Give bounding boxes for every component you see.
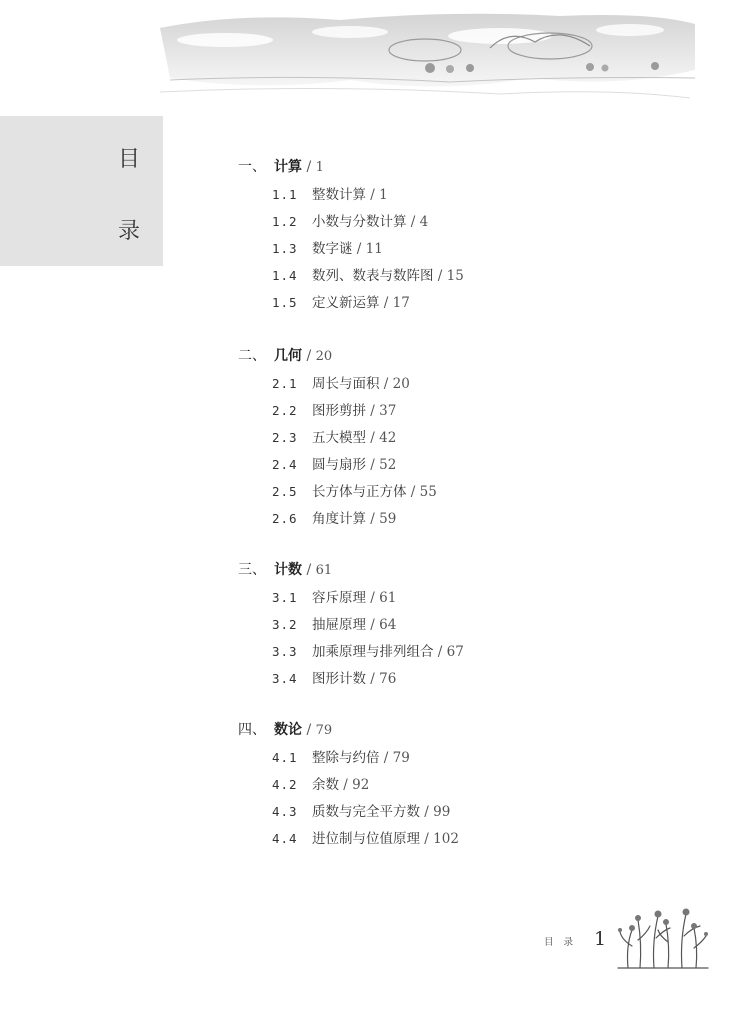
- toc-section-3-3[interactable]: [272, 640, 464, 660]
- plant-decoration-icon: [614, 906, 710, 972]
- section-page: 79: [392, 750, 410, 766]
- section-number: 3.4: [272, 671, 298, 686]
- chapter-title: 计数: [274, 562, 302, 578]
- page-separator: /: [366, 590, 380, 606]
- page-separator: /: [366, 671, 380, 687]
- section-page: 4: [419, 214, 429, 230]
- section-page: 102: [433, 831, 459, 847]
- section-number: 1.3: [272, 241, 298, 256]
- toc-section-4-2[interactable]: [272, 773, 369, 793]
- chapter-number: 三、: [238, 562, 266, 578]
- page-separator: /: [420, 804, 434, 820]
- page-separator: /: [379, 376, 393, 392]
- toc-section-2-5[interactable]: [272, 480, 437, 500]
- section-number: 3.2: [272, 617, 298, 632]
- page-number: 1: [594, 928, 607, 950]
- page-separator: /: [302, 348, 316, 364]
- header-illustration: [150, 8, 700, 108]
- toc-chapter-4[interactable]: [238, 719, 332, 739]
- toc-chapter-1[interactable]: [238, 156, 324, 176]
- section-title: 长方体与正方体: [312, 484, 407, 500]
- toc-section-1-5[interactable]: [272, 291, 410, 311]
- section-page: 52: [379, 457, 397, 473]
- chapter-page: 61: [315, 563, 333, 578]
- chapter-title: 数论: [274, 722, 302, 738]
- page-separator: /: [366, 430, 380, 446]
- section-title: 数列、数表与数阵图: [312, 268, 434, 284]
- chapter-page: 79: [315, 723, 333, 738]
- contents-side-tab: [0, 116, 163, 266]
- page-separator: /: [406, 484, 420, 500]
- section-number: 2.2: [272, 403, 298, 418]
- page-separator: /: [379, 750, 393, 766]
- toc-section-3-4[interactable]: [272, 667, 396, 687]
- section-number: 3.1: [272, 590, 298, 605]
- section-page: 59: [379, 511, 397, 527]
- section-title: 整除与约倍: [312, 750, 380, 766]
- toc-section-2-2[interactable]: [272, 399, 396, 419]
- toc-section-2-1[interactable]: [272, 372, 410, 392]
- section-title: 加乘原理与排列组合: [312, 644, 434, 660]
- page-separator: /: [433, 268, 447, 284]
- page-separator: /: [420, 831, 434, 847]
- chapter-title: 几何: [274, 348, 302, 364]
- chapter-number: 四、: [238, 722, 266, 738]
- section-title: 容斥原理: [312, 590, 366, 606]
- section-number: 2.1: [272, 376, 298, 391]
- page-separator: /: [302, 722, 316, 738]
- section-title: 整数计算: [312, 187, 366, 203]
- section-page: 61: [379, 590, 397, 606]
- section-title: 抽屉原理: [312, 617, 366, 633]
- chapter-number: 二、: [238, 348, 266, 364]
- toc-section-1-3[interactable]: [272, 237, 383, 257]
- page-separator: /: [366, 511, 380, 527]
- section-title: 余数: [312, 777, 339, 793]
- page-separator: /: [366, 617, 380, 633]
- toc-section-2-4[interactable]: [272, 453, 396, 473]
- section-page: 20: [392, 376, 410, 392]
- page-separator: /: [379, 295, 393, 311]
- section-page: 55: [419, 484, 437, 500]
- section-number: 2.4: [272, 457, 298, 472]
- page-separator: /: [302, 159, 316, 175]
- section-page: 64: [379, 617, 397, 633]
- section-number: 4.1: [272, 750, 298, 765]
- section-number: 1.1: [272, 187, 298, 202]
- section-number: 1.5: [272, 295, 298, 310]
- page-separator: /: [302, 562, 316, 578]
- page-separator: /: [433, 644, 447, 660]
- toc-section-2-3[interactable]: [272, 426, 396, 446]
- toc-section-3-1[interactable]: [272, 586, 396, 606]
- section-page: 99: [433, 804, 451, 820]
- side-tab-char-1: 目: [118, 147, 141, 172]
- section-number: 4.4: [272, 831, 298, 846]
- section-title: 周长与面积: [312, 376, 380, 392]
- toc-section-4-4[interactable]: [272, 827, 459, 847]
- section-page: 37: [379, 403, 397, 419]
- toc-section-1-2[interactable]: [272, 210, 428, 230]
- toc-section-3-2[interactable]: [272, 613, 396, 633]
- section-page: 67: [446, 644, 464, 660]
- toc-chapter-3[interactable]: [238, 559, 332, 579]
- section-title: 小数与分数计算: [312, 214, 407, 230]
- section-title: 五大模型: [312, 430, 366, 446]
- section-number: 1.4: [272, 268, 298, 283]
- section-number: 4.2: [272, 777, 298, 792]
- section-page: 11: [365, 241, 383, 257]
- section-number: 2.6: [272, 511, 298, 526]
- section-number: 1.2: [272, 214, 298, 229]
- section-title: 质数与完全平方数: [312, 804, 420, 820]
- side-tab-char-2: 录: [118, 219, 141, 244]
- toc-section-2-6[interactable]: [272, 507, 396, 527]
- section-page: 76: [379, 671, 397, 687]
- section-number: 2.5: [272, 484, 298, 499]
- section-page: 92: [352, 777, 370, 793]
- section-number: 2.3: [272, 430, 298, 445]
- section-page: 17: [392, 295, 410, 311]
- footer-section-label: 目录: [544, 937, 584, 948]
- section-title: 图形计数: [312, 671, 366, 687]
- toc-section-1-4[interactable]: [272, 264, 464, 284]
- page-separator: /: [366, 457, 380, 473]
- page-separator: /: [339, 777, 353, 793]
- toc-section-4-1[interactable]: [272, 746, 410, 766]
- section-title: 数字谜: [312, 241, 353, 257]
- section-number: 3.3: [272, 644, 298, 659]
- chapter-page: 20: [315, 349, 333, 364]
- chapter-number: 一、: [238, 159, 266, 175]
- page-separator: /: [366, 403, 380, 419]
- section-number: 4.3: [272, 804, 298, 819]
- section-title: 进位制与位值原理: [312, 831, 420, 847]
- page-separator: /: [406, 214, 420, 230]
- page-separator: /: [366, 187, 380, 203]
- section-title: 图形剪拼: [312, 403, 366, 419]
- toc-section-4-3[interactable]: [272, 800, 450, 820]
- chapter-title: 计算: [274, 159, 302, 175]
- section-title: 定义新运算: [312, 295, 380, 311]
- chapter-page: 1: [315, 160, 324, 175]
- toc-chapter-2[interactable]: [238, 345, 332, 365]
- toc-section-1-1[interactable]: [272, 183, 388, 203]
- section-title: 角度计算: [312, 511, 366, 527]
- page-separator: /: [352, 241, 366, 257]
- section-page: 15: [446, 268, 464, 284]
- section-title: 圆与扇形: [312, 457, 366, 473]
- section-page: 42: [379, 430, 397, 446]
- section-page: 1: [379, 187, 388, 203]
